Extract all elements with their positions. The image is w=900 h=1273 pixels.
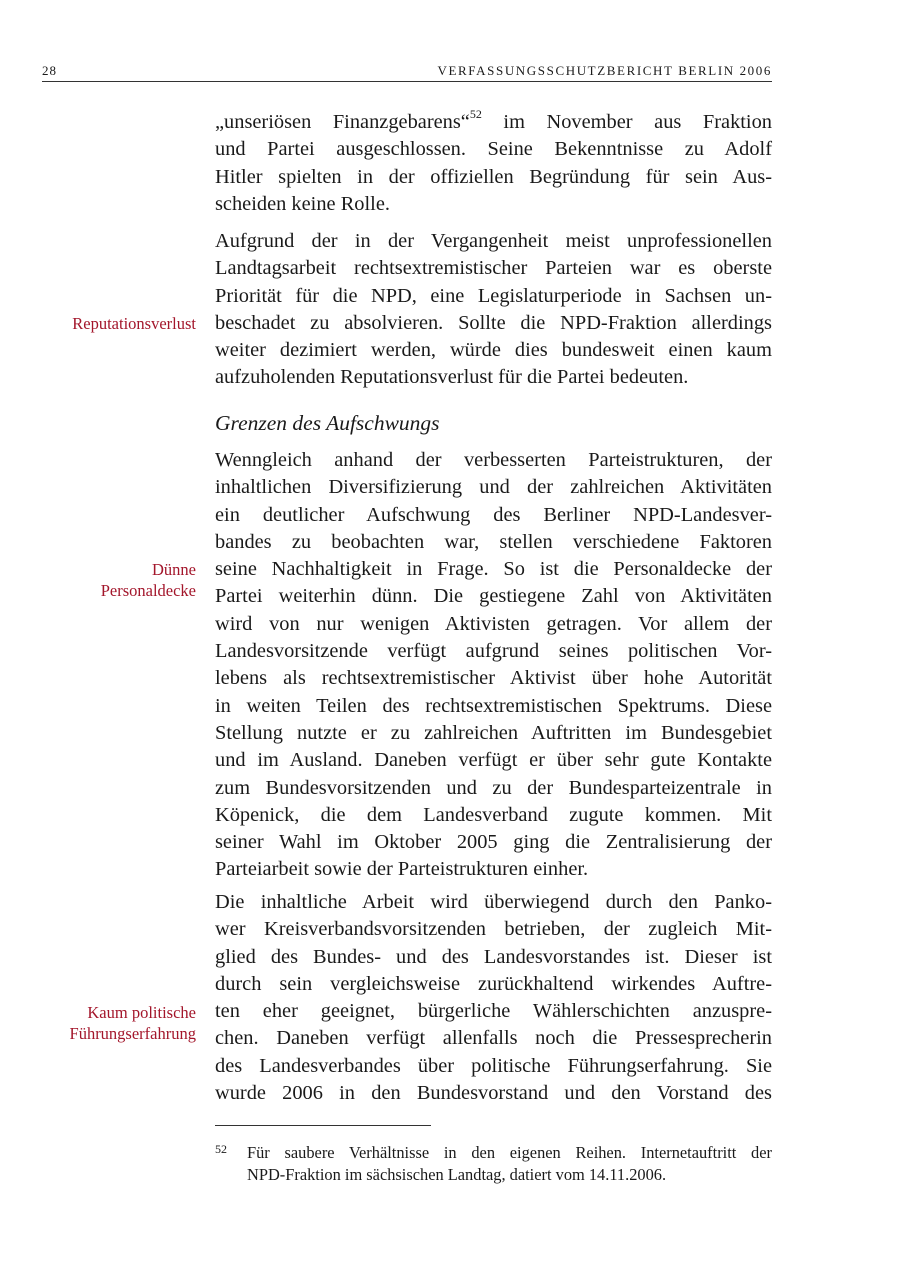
paragraph-line: durch sein vergleichsweise zurückhaltend wirkendes Auftre- <box>215 972 772 995</box>
footnote-number: 52 <box>215 1142 227 1156</box>
paragraph-line: des Landesverbandes über politische Führungserfahrung. Sie <box>215 1054 772 1077</box>
footnote-line: Für saubere Verhältnisse in den eigenen Reihen. Internetauftritt der <box>247 1143 772 1162</box>
paragraph-line: ein deutlicher Aufschwung des Berliner NPD-Landesver- <box>215 503 772 526</box>
marginal-note-line: Personaldecke <box>100 581 196 600</box>
paragraph-line: ten eher geeignet, bürgerliche Wählerschichten anzuspre- <box>215 1000 772 1023</box>
marginal-note-line: Kaum politische <box>87 1003 196 1022</box>
paragraph-4 <box>215 889 772 1107</box>
paragraph-line: und Partei ausgeschlossen. Seine Bekenntnisse zu Adolf <box>215 138 772 161</box>
paragraph-line: Parteiarbeit sowie der Parteistrukturen einher. <box>215 858 589 881</box>
paragraph-3 <box>215 447 772 884</box>
paragraph-line: zum Bundesvorsitzenden und zu der Bundesparteizentrale in <box>215 776 772 799</box>
paragraph-line: inhaltlichen Diversifizierung und der zahlreichen Aktivitäten <box>215 476 772 499</box>
paragraph-line: und im Ausland. Daneben verfügt er über sehr gute Kontakte <box>215 749 772 772</box>
paragraph-2 <box>215 228 772 392</box>
marginal-note-line: Reputationsverlust <box>72 314 196 333</box>
paragraph-line: Priorität für die NPD, eine Legislaturperiode in Sachsen un- <box>215 284 772 307</box>
paragraph-line: glied des Bundes- und des Landesvorstandes ist. Dieser ist <box>215 945 772 968</box>
paragraph-line: seiner Wahl im Oktober 2005 ging die Zentralisierung der <box>215 831 772 854</box>
paragraph-line: aufzuholenden Reputationsverlust für die Partei bedeuten. <box>215 366 689 389</box>
paragraph-line: Stellung nutzte er zu zahlreichen Auftritten im Bundesgebiet <box>215 721 772 744</box>
marginal-note-line: Dünne <box>152 560 196 579</box>
paragraph-line: in weiten Teilen des rechtsextremistischen Spektrums. Diese <box>215 694 772 717</box>
paragraph-line: bandes zu beobachten war, stellen verschiedene Faktoren <box>215 530 772 553</box>
marginal-note-personaldecke <box>0 559 196 601</box>
footnote-line: NPD-Fraktion im sächsischen Landtag, datiert vom 14.11.2006. <box>247 1165 667 1184</box>
paragraph-line: wird von nur wenigen Aktivisten getragen. Vor allem der <box>215 612 772 635</box>
section-heading: Grenzen des Aufschwungs <box>215 411 440 435</box>
footnote-separator <box>215 1125 431 1126</box>
paragraph-line: seine Nachhaltigkeit in Frage. So ist die Personaldecke der <box>215 558 772 581</box>
marginal-note-line: Führungserfahrung <box>69 1024 196 1043</box>
paragraph-line: Landesvorsitzende verfügt aufgrund seines politischen Vor- <box>215 640 772 663</box>
paragraph-line: Landtagsarbeit rechtsextremistischer Parteien war es oberste <box>215 257 772 280</box>
paragraph-line: Die inhaltliche Arbeit wird überwiegend durch den Panko- <box>215 891 772 913</box>
paragraph-line: beschadet zu absolvieren. Sollte die NPD-Fraktion allerdings <box>215 311 772 334</box>
paragraph-line: Hitler spielten in der offiziellen Begründung für sein Aus- <box>215 165 772 188</box>
footnote <box>215 1142 772 1186</box>
paragraph-line: wurde 2006 in den Bundesvorstand und den Vorstand des <box>215 1082 772 1105</box>
page-header <box>42 61 772 82</box>
paragraph-line: wer Kreisverbandsvorsitzenden betrieben, der zugleich Mit- <box>215 918 772 941</box>
paragraph-line: Partei weiterhin dünn. Die gestiegene Zahl von Aktivitäten <box>215 585 772 608</box>
running-title: VERFASSUNGSSCHUTZBERICHT BERLIN 2006 <box>437 63 772 78</box>
paragraph-line: Wenngleich anhand der verbesserten Parteistrukturen, der <box>215 449 772 471</box>
footnote-reference[interactable]: 52 <box>469 107 482 121</box>
paragraph-line: „unseriösen Finanzgebarens“$^{52}$ im November aus Fraktion <box>215 107 772 133</box>
marginal-note-reputationsverlust <box>0 313 196 334</box>
paragraph-line: weiter dezimiert werden, würde dies bundesweit einen kaum <box>215 339 772 362</box>
page-number: 28 <box>42 63 57 78</box>
paragraph-line: Köpenick, die dem Landesverband zugute kommen. Mit <box>215 803 772 826</box>
paragraph-line: scheiden keine Rolle. <box>215 192 390 215</box>
marginal-note-fuehrungserfahrung <box>0 1002 196 1044</box>
paragraph-line: Aufgrund der in der Vergangenheit meist unprofessionellen <box>215 230 772 252</box>
paragraph-1 <box>215 109 772 218</box>
paragraph-line: chen. Daneben verfügt allenfalls noch die Pressesprecherin <box>215 1027 772 1050</box>
paragraph-line: lebens als rechtsextremistischer Aktivist über hohe Autorität <box>215 667 772 690</box>
